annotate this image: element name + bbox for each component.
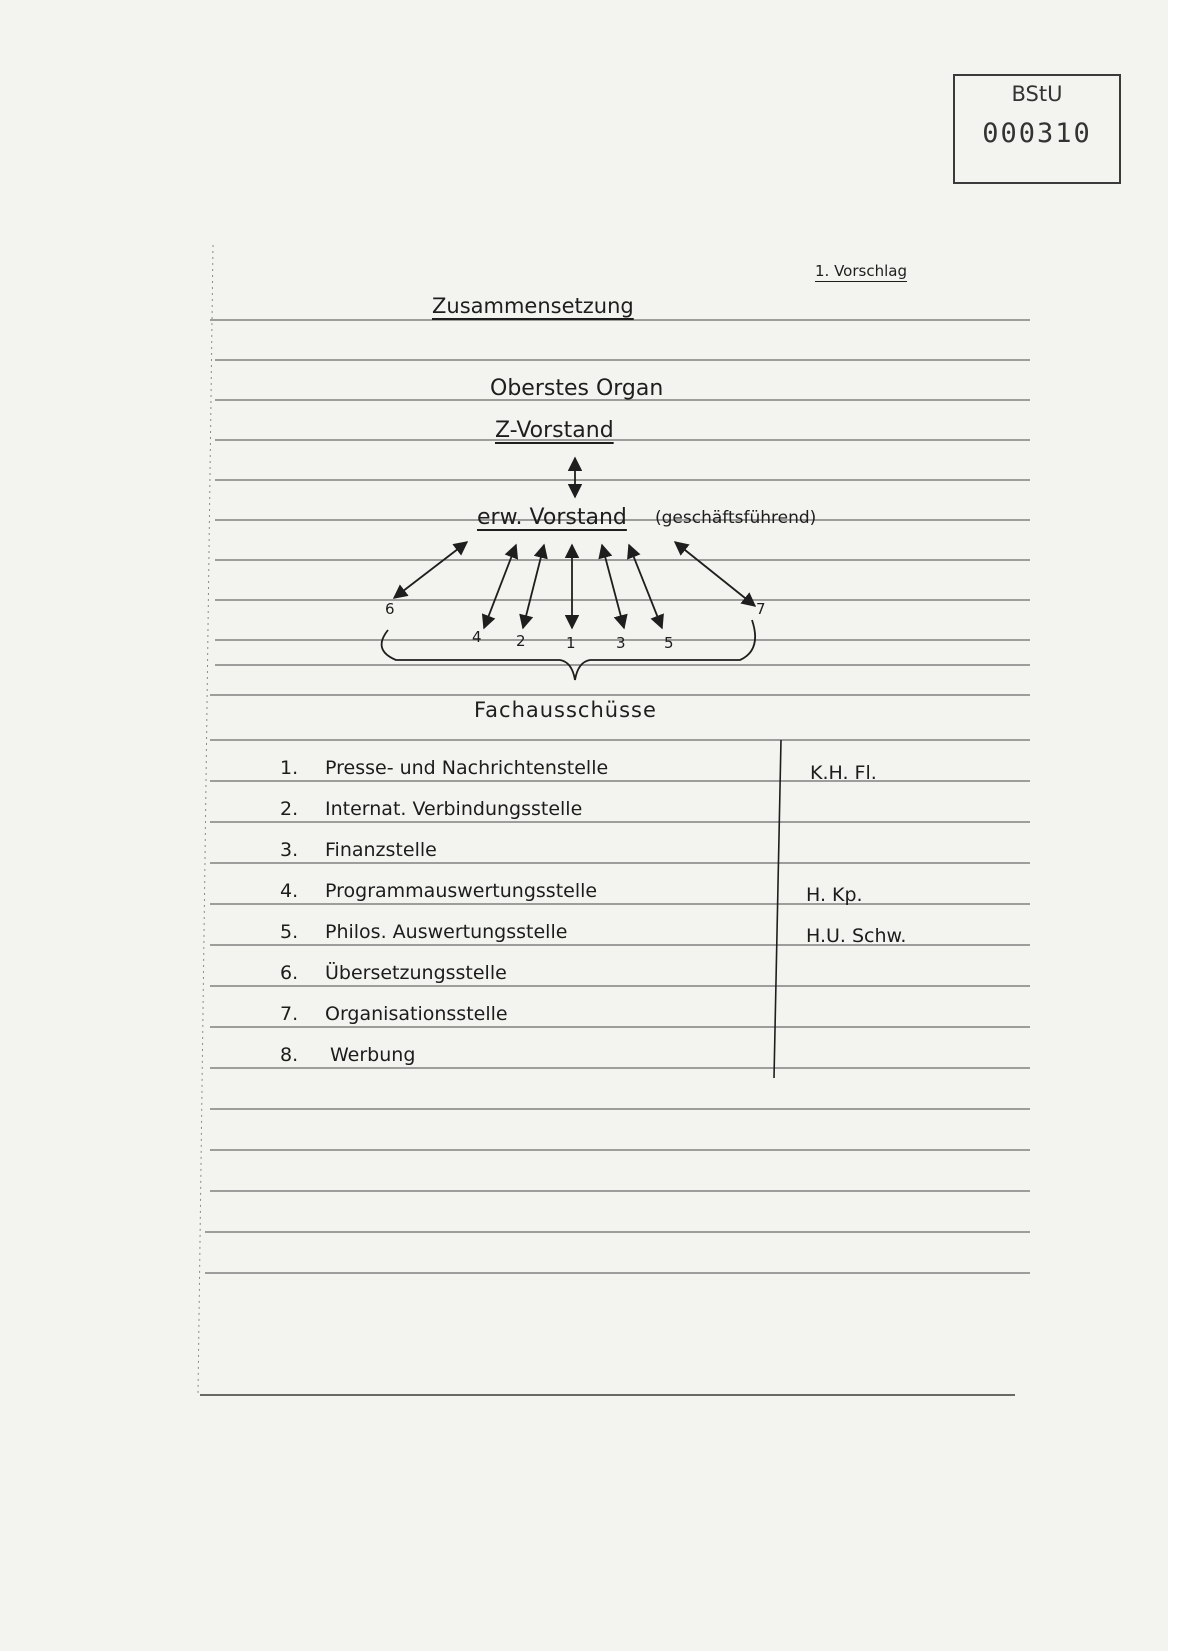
item-number: 6. [280,962,299,984]
arrow-node-4 [484,545,516,628]
chart-node: 7 [756,600,766,618]
arrow-node-2 [523,545,544,628]
stamp-number: 000310 [982,118,1092,149]
chart-node: 3 [616,634,626,652]
item-name: Presse- und Nachrichtenstelle [325,757,609,779]
group-label: Fachausschüsse [474,698,657,722]
arrow-node-3 [602,545,624,628]
item-name: Internat. Verbindungsstelle [325,798,583,820]
item-number: 2. [280,798,299,820]
item-responsible: K.H. Fl. [810,762,877,784]
item-number: 4. [280,880,299,902]
item-number: 7. [280,1003,299,1025]
item-name: Werbung [330,1044,416,1066]
item-number: 5. [280,921,299,943]
item-name: Übersetzungsstelle [325,962,507,984]
page-title: Zusammensetzung [432,294,634,318]
item-number: 1. [280,757,299,779]
item-name: Philos. Auswertungsstelle [325,921,568,943]
middle-body-note: (geschäftsführend) [655,508,817,528]
chart-node: 2 [516,632,526,650]
arrow-node-6 [394,542,467,598]
chart-node: 5 [664,634,674,652]
margin-line [198,245,213,1395]
item-number: 3. [280,839,299,861]
proposal-label: 1. Vorschlag [815,262,907,280]
diagram-arrows [394,458,755,628]
middle-body: erw. Vorstand [477,505,627,530]
item-responsible: H. Kp. [806,884,863,906]
arrow-node-5 [629,545,662,628]
item-name: Programmauswertungsstelle [325,880,598,902]
stamp-title: BStU [1011,82,1063,106]
arrow-node-7 [675,542,755,606]
top-body: Z-Vorstand [495,418,614,443]
chart-node: 6 [385,600,395,618]
item-name: Finanzstelle [325,839,437,861]
chart-node: 4 [472,628,482,646]
chart-node: 1 [566,634,576,652]
item-number: 8. [280,1044,299,1066]
top-organ-label: Oberstes Organ [490,376,664,401]
item-name: Organisationsstelle [325,1003,508,1025]
item-responsible: H.U. Schw. [806,925,907,947]
